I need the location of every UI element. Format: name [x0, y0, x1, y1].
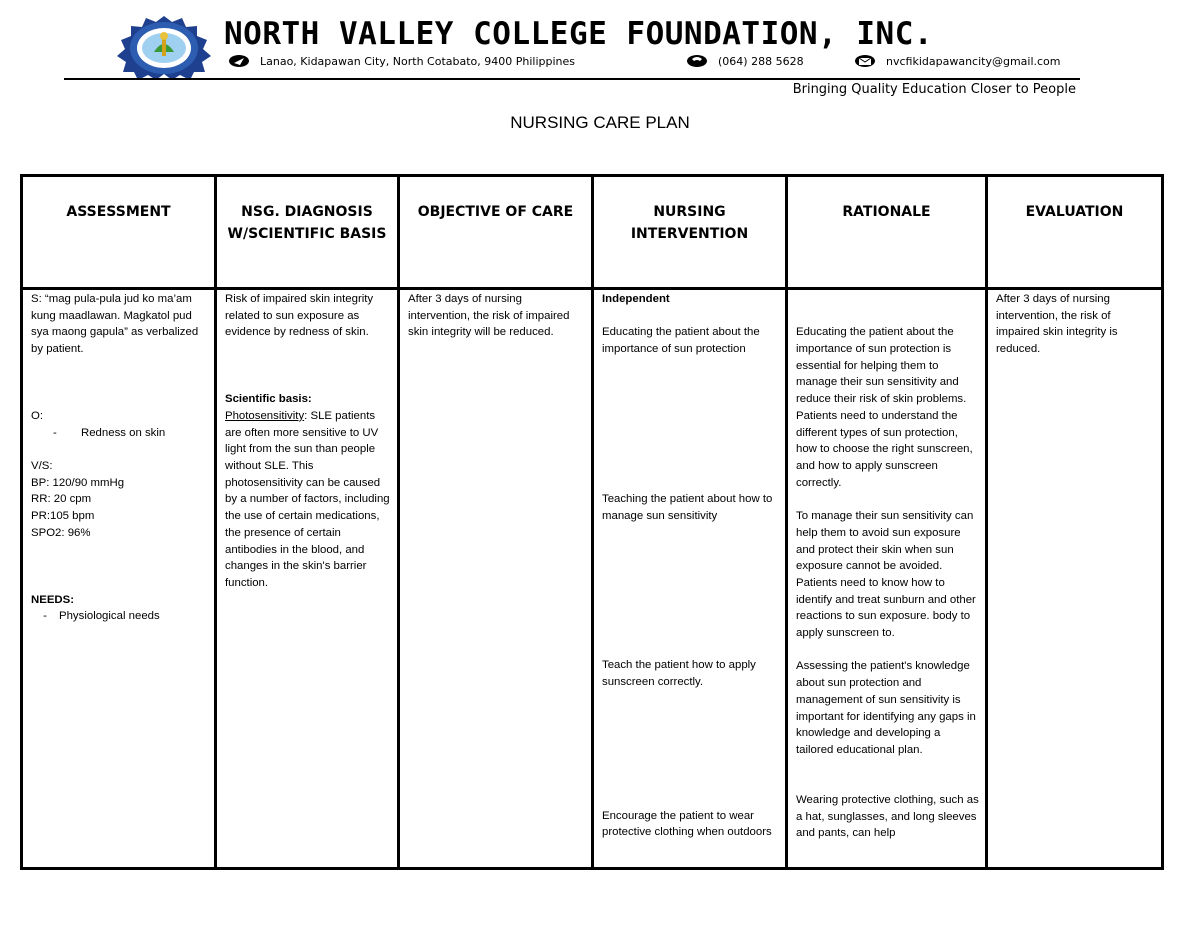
column-header-objective: OBJECTIVE OF CARE	[399, 176, 593, 289]
email-line	[854, 54, 1061, 68]
phone-icon	[686, 54, 708, 68]
evaluation-cell	[987, 289, 1163, 869]
address-text: Lanao, Kidapawan City, North Cotabato, 9400 Philippines	[260, 54, 576, 68]
subjective-data: S: “mag pula-pula jud ko ma’am kung maadlawan. Magkatol pud sya maong gapula” as verbalized by patient.	[31, 293, 199, 356]
document-title: NURSING CARE PLAN	[510, 113, 690, 132]
address-line	[228, 54, 575, 68]
rationale-item: To manage their sun sensitivity can help them to avoid sun exposure and protect their skin when sun exposure cannot be avoided. Patients need to know how to identify and treat sunburn and other reactions to sun exposure. body to apply sunscreen to.	[796, 510, 976, 640]
vitals-label: V/S:	[31, 459, 53, 472]
evaluation-text: After 3 days of nursing intervention, the risk of impaired skin integrity is reduced.	[996, 293, 1118, 356]
email-text: nvcfikidapawancity@gmail.com	[886, 54, 1061, 68]
location-icon	[228, 54, 250, 68]
rationale-item: Educating the patient about the importance of sun protection is essential for helping them to manage their sun sensitivity and reduce their risk of skin problems. Patients need to understand the different types of sun protection, how to choose the right sunscreen, and how to apply sunscreen correctly.	[796, 326, 973, 489]
vital-rr: RR: 20 cpm	[31, 493, 92, 506]
rationale-item: Assessing the patient's knowledge about sun protection and management of sun sensitivity is important for identifying any gaps in knowledge and developing a tailored educational plan.	[796, 660, 976, 756]
vital-bp: BP: 120/90 mmHg	[31, 476, 125, 489]
tagline: Bringing Quality Education Closer to People	[792, 82, 1076, 97]
photosensitivity-term: Photosensitivity	[225, 409, 305, 422]
care-plan-table	[20, 174, 1164, 870]
objective-item: - Redness on skin	[53, 426, 166, 439]
intervention-cell	[593, 289, 787, 869]
college-seal-logo	[108, 14, 220, 80]
diagnosis-cell	[216, 289, 399, 869]
assessment-cell	[22, 289, 216, 869]
phone-text: (064) 288 5628	[718, 54, 804, 68]
column-header-assessment: ASSESSMENT	[22, 176, 216, 289]
table-header-row	[22, 176, 1163, 289]
intervention-type-label: Independent	[602, 293, 670, 305]
table-row	[22, 289, 1163, 869]
vital-pr: PR:105 bpm	[31, 510, 95, 523]
column-header-intervention: NURSING INTERVENTION	[593, 176, 787, 289]
intervention-item: Teach the patient how to apply sunscreen correctly.	[602, 659, 756, 688]
column-header-evaluation: EVALUATION	[987, 176, 1163, 289]
column-header-diagnosis: NSG. DIAGNOSIS W/SCIENTIFIC BASIS	[216, 176, 399, 289]
college-name: NORTH VALLEY COLLEGE FOUNDATION, INC.	[224, 16, 934, 52]
vital-spo2: SPO2: 96%	[31, 526, 91, 539]
header-rule	[64, 78, 1080, 80]
intervention-item: Teaching the patient about how to manage sun sensitivity	[602, 492, 773, 522]
diagnosis-statement: Risk of impaired skin integrity related to sun exposure as evidence by redness of skin.	[225, 293, 374, 339]
rationale-cell	[787, 289, 987, 869]
objective-label: O:	[31, 409, 44, 422]
column-header-rationale: RATIONALE	[787, 176, 987, 289]
email-icon	[854, 54, 876, 68]
letterhead	[64, 8, 1080, 100]
rationale-item: Wearing protective clothing, such as a hat, sunglasses, and long sleeves and pants, can help	[796, 794, 979, 840]
needs-item: - Physiological needs	[43, 610, 160, 623]
intervention-item: Educating the patient about the importance of sun protection	[602, 326, 760, 356]
scientific-basis-text: Photosensitivity: SLE patients are often more sensitive to UV light from the sun than people without SLE. This photosensitivity can be caused by a number of factors, including the use of certain medications, the presence of certain antibodies in the blood, and changes in the skin's barrier function.	[225, 409, 390, 589]
phone-line	[686, 54, 804, 68]
intervention-item: Encourage the patient to wear protective clothing when outdoors	[602, 809, 772, 839]
needs-label: NEEDS:	[31, 593, 75, 606]
scientific-basis-label: Scientific basis:	[225, 393, 312, 406]
objective-cell	[399, 289, 593, 869]
objective-of-care: After 3 days of nursing intervention, the risk of impaired skin integrity will be reduced.	[408, 293, 570, 339]
